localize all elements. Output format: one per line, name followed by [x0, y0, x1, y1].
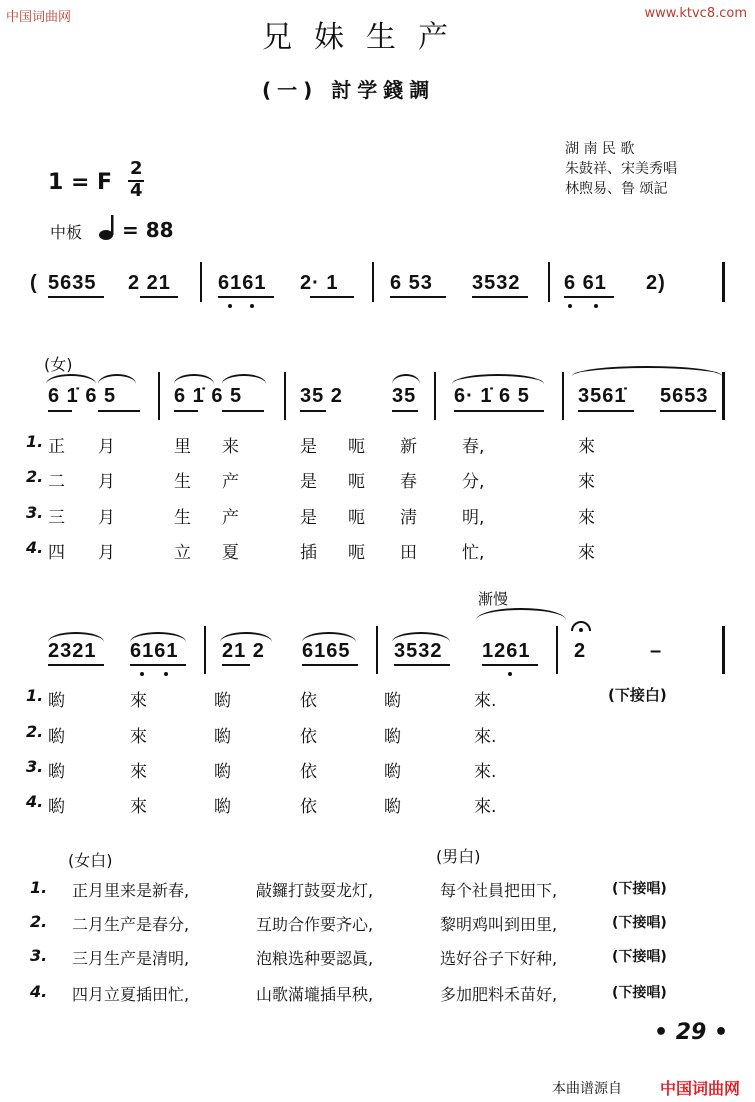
note-group: 6161	[218, 272, 267, 294]
note-group: 6 1̇ 6 5	[174, 385, 243, 407]
beam	[394, 664, 450, 666]
sing-cue: (下接唱)	[612, 881, 667, 897]
slur	[222, 374, 266, 384]
low-octave-dot	[250, 304, 254, 308]
lyric: 来	[222, 437, 239, 457]
slur	[452, 374, 544, 384]
time-sig-top: 2	[130, 158, 143, 179]
lyric: 來.	[474, 727, 497, 747]
watermark-top-right: www.ktvc8.com	[644, 6, 747, 21]
lyric: 依	[300, 797, 317, 817]
lyric: 喲	[48, 727, 65, 747]
time-sig-bottom: 4	[130, 180, 143, 201]
lyric: 來	[578, 437, 595, 457]
lyric: 喲	[384, 691, 401, 711]
lyric: 正	[48, 437, 65, 457]
spoken-line: 二月生产是春分,	[72, 915, 190, 934]
spoken-line: 黎明鸡叫到田里,	[440, 915, 558, 934]
lyric: 喲	[214, 762, 231, 782]
lyric: 喲	[214, 797, 231, 817]
barline	[284, 372, 286, 420]
note-group: 5635	[48, 272, 97, 294]
lyric: 來	[578, 472, 595, 492]
lyric: 立	[174, 543, 191, 563]
slur	[46, 374, 96, 384]
note-group: 6165	[302, 640, 351, 662]
credit-transcribers: 林煦易、鲁 颂記	[565, 181, 668, 197]
verse-number: 1.	[26, 686, 44, 705]
lyric: 是	[300, 437, 317, 457]
lyric: 新	[400, 437, 417, 457]
lyric: 呃	[348, 437, 365, 457]
sing-cue: (下接唱)	[612, 985, 667, 1001]
spoken-line: 四月立夏插田忙,	[72, 985, 190, 1004]
beam	[222, 664, 250, 666]
note-group: 2321	[48, 640, 97, 662]
note-group: 3532	[394, 640, 443, 662]
barline	[556, 626, 558, 674]
low-octave-dot	[594, 304, 598, 308]
beam	[174, 410, 198, 412]
barline	[376, 626, 378, 674]
lyric: 插	[300, 543, 317, 563]
barline	[204, 626, 206, 674]
watermark-bottom-right: 中国词曲网	[660, 1079, 741, 1098]
verse-number: 2.	[26, 467, 44, 486]
watermark-bottom-left: 本曲谱源自	[552, 1081, 622, 1097]
lyric: 呃	[348, 508, 365, 528]
lyric: 是	[300, 508, 317, 528]
barline	[372, 262, 374, 302]
verse-number: 2.	[26, 722, 44, 741]
verse-number: 4.	[26, 538, 44, 557]
slur	[392, 374, 420, 384]
lyric: 分,	[462, 472, 485, 492]
lyric: 春,	[462, 437, 485, 457]
barline	[548, 262, 550, 302]
beam	[472, 296, 528, 298]
lyric: 生	[174, 508, 191, 528]
lyric: 來.	[474, 797, 497, 817]
beam	[564, 296, 614, 298]
note-group: 6161	[130, 640, 179, 662]
lyric: 四	[48, 543, 65, 563]
beam	[482, 664, 538, 666]
lyric: 里	[174, 437, 191, 457]
sing-cue: (下接唱)	[612, 915, 667, 931]
spoken-cue: (下接白)	[608, 686, 667, 704]
beam	[302, 664, 358, 666]
low-octave-dot	[568, 304, 572, 308]
lyric: 喲	[384, 762, 401, 782]
lyric: 依	[300, 762, 317, 782]
low-octave-dot	[140, 672, 144, 676]
lyric: 來	[130, 727, 147, 747]
beam	[140, 296, 178, 298]
credit-origin: 湖 南 民 歌	[565, 141, 635, 157]
lyric: 夏	[222, 543, 239, 563]
beam	[310, 296, 354, 298]
page-number: • 29 •	[654, 1020, 729, 1045]
beam	[48, 410, 72, 412]
barline	[722, 262, 725, 302]
slur	[174, 374, 214, 384]
lyric: 月	[98, 472, 115, 492]
lyric: 喲	[384, 797, 401, 817]
lyric: 田	[400, 543, 417, 563]
slur	[572, 366, 722, 376]
beam	[454, 410, 544, 412]
note-group: 35 2	[300, 385, 343, 407]
lyric: 來.	[474, 762, 497, 782]
note-group: 6 53	[390, 272, 433, 294]
lyric: 明,	[462, 508, 485, 528]
lyric: 月	[98, 508, 115, 528]
beam	[300, 410, 326, 412]
note-group: –	[650, 640, 663, 662]
note-group: 2	[574, 640, 587, 662]
note-group: 2· 1	[300, 272, 339, 294]
open-paren: (	[30, 272, 38, 294]
spoken-number: 3.	[30, 946, 48, 965]
note-group: 5653	[660, 385, 709, 407]
low-octave-dot	[228, 304, 232, 308]
barline	[722, 372, 725, 420]
lyric: 产	[222, 472, 239, 492]
beam	[222, 410, 264, 412]
song-title: 兄妹生产	[262, 20, 470, 55]
male-spoken-label: (男白)	[436, 847, 481, 866]
barline	[434, 372, 436, 420]
lyric: 喲	[48, 691, 65, 711]
lyric: 喲	[214, 727, 231, 747]
note-group: 3532	[472, 272, 521, 294]
lyric: 來.	[474, 691, 497, 711]
beam	[130, 664, 186, 666]
barline	[200, 262, 202, 302]
note-group: 6· 1̇ 6 5	[454, 385, 530, 407]
slur	[476, 608, 566, 620]
spoken-number: 1.	[30, 878, 48, 897]
part-label: (女)	[44, 355, 73, 374]
lyric: 喲	[384, 727, 401, 747]
spoken-line: 泡粮选种要認眞,	[256, 949, 374, 968]
lyric: 生	[174, 472, 191, 492]
barline	[722, 626, 725, 674]
sing-cue: (下接唱)	[612, 949, 667, 965]
lyric: 春	[400, 472, 417, 492]
note-group: 1261	[482, 640, 531, 662]
note-group: 21 2	[222, 640, 265, 662]
note-group: 6 1̇ 6 5	[48, 385, 117, 407]
barline	[562, 372, 564, 420]
lyric: 來	[578, 543, 595, 563]
verse-number: 3.	[26, 757, 44, 776]
tempo-text: 中板	[50, 223, 83, 242]
watermark-top-left: 中国词曲网	[6, 10, 72, 25]
key-signature: 1 = F	[48, 170, 113, 195]
beam	[392, 410, 418, 412]
spoken-line: 敲鑼打鼓耍龙灯,	[256, 881, 374, 900]
lyric: 三	[48, 508, 65, 528]
spoken-line: 选好谷子下好种,	[440, 949, 558, 968]
note-group: 6 61	[564, 272, 607, 294]
spoken-line: 多加肥料禾苗好,	[440, 985, 558, 1004]
lyric: 喲	[48, 762, 65, 782]
ritardando-mark: 漸慢	[478, 590, 509, 608]
beam	[218, 296, 274, 298]
lyric: 呃	[348, 472, 365, 492]
fermata-icon	[570, 618, 592, 637]
lyric: 月	[98, 543, 115, 563]
lyric: 來	[130, 797, 147, 817]
lyric: 喲	[214, 691, 231, 711]
quarter-note-icon	[98, 213, 120, 245]
barline	[158, 372, 160, 420]
low-octave-dot	[164, 672, 168, 676]
beam	[390, 296, 446, 298]
note-group: 2 21	[128, 272, 171, 294]
credit-singers: 朱鼓祥、宋美秀唱	[565, 161, 677, 177]
spoken-number: 4.	[30, 982, 48, 1001]
beam	[660, 410, 716, 412]
lyric: 忙,	[462, 543, 485, 563]
song-subtitle: (一) 討学錢調	[262, 78, 436, 102]
spoken-number: 2.	[30, 912, 48, 931]
beam	[48, 664, 104, 666]
verse-number: 3.	[26, 503, 44, 522]
verse-number: 4.	[26, 792, 44, 811]
lyric: 是	[300, 472, 317, 492]
lyric: 依	[300, 691, 317, 711]
beam	[98, 410, 140, 412]
spoken-line: 三月生产是清明,	[72, 949, 190, 968]
verse-number: 1.	[26, 432, 44, 451]
lyric: 月	[98, 437, 115, 457]
lyric: 二	[48, 472, 65, 492]
slur	[98, 374, 136, 384]
lyric: 來	[130, 691, 147, 711]
lyric: 依	[300, 727, 317, 747]
female-spoken-label: (女白)	[68, 851, 113, 870]
lyric: 淸	[400, 508, 417, 528]
tempo-value: = 88	[122, 218, 174, 242]
lyric: 來	[578, 508, 595, 528]
spoken-line: 互助合作要齐心,	[256, 915, 374, 934]
spoken-line: 每个社員把田下,	[440, 881, 558, 900]
beam	[48, 296, 104, 298]
lyric: 呃	[348, 543, 365, 563]
spoken-line: 正月里来是新春,	[72, 881, 190, 900]
note-group: 3561̇	[578, 385, 627, 407]
note-group: 35	[392, 385, 417, 407]
spoken-line: 山歌滿壠插早秧,	[256, 985, 374, 1004]
lyric: 产	[222, 508, 239, 528]
lyric: 來	[130, 762, 147, 782]
low-octave-dot	[508, 672, 512, 676]
lyric: 喲	[48, 797, 65, 817]
note-group: 2)	[646, 272, 666, 294]
beam	[578, 410, 634, 412]
